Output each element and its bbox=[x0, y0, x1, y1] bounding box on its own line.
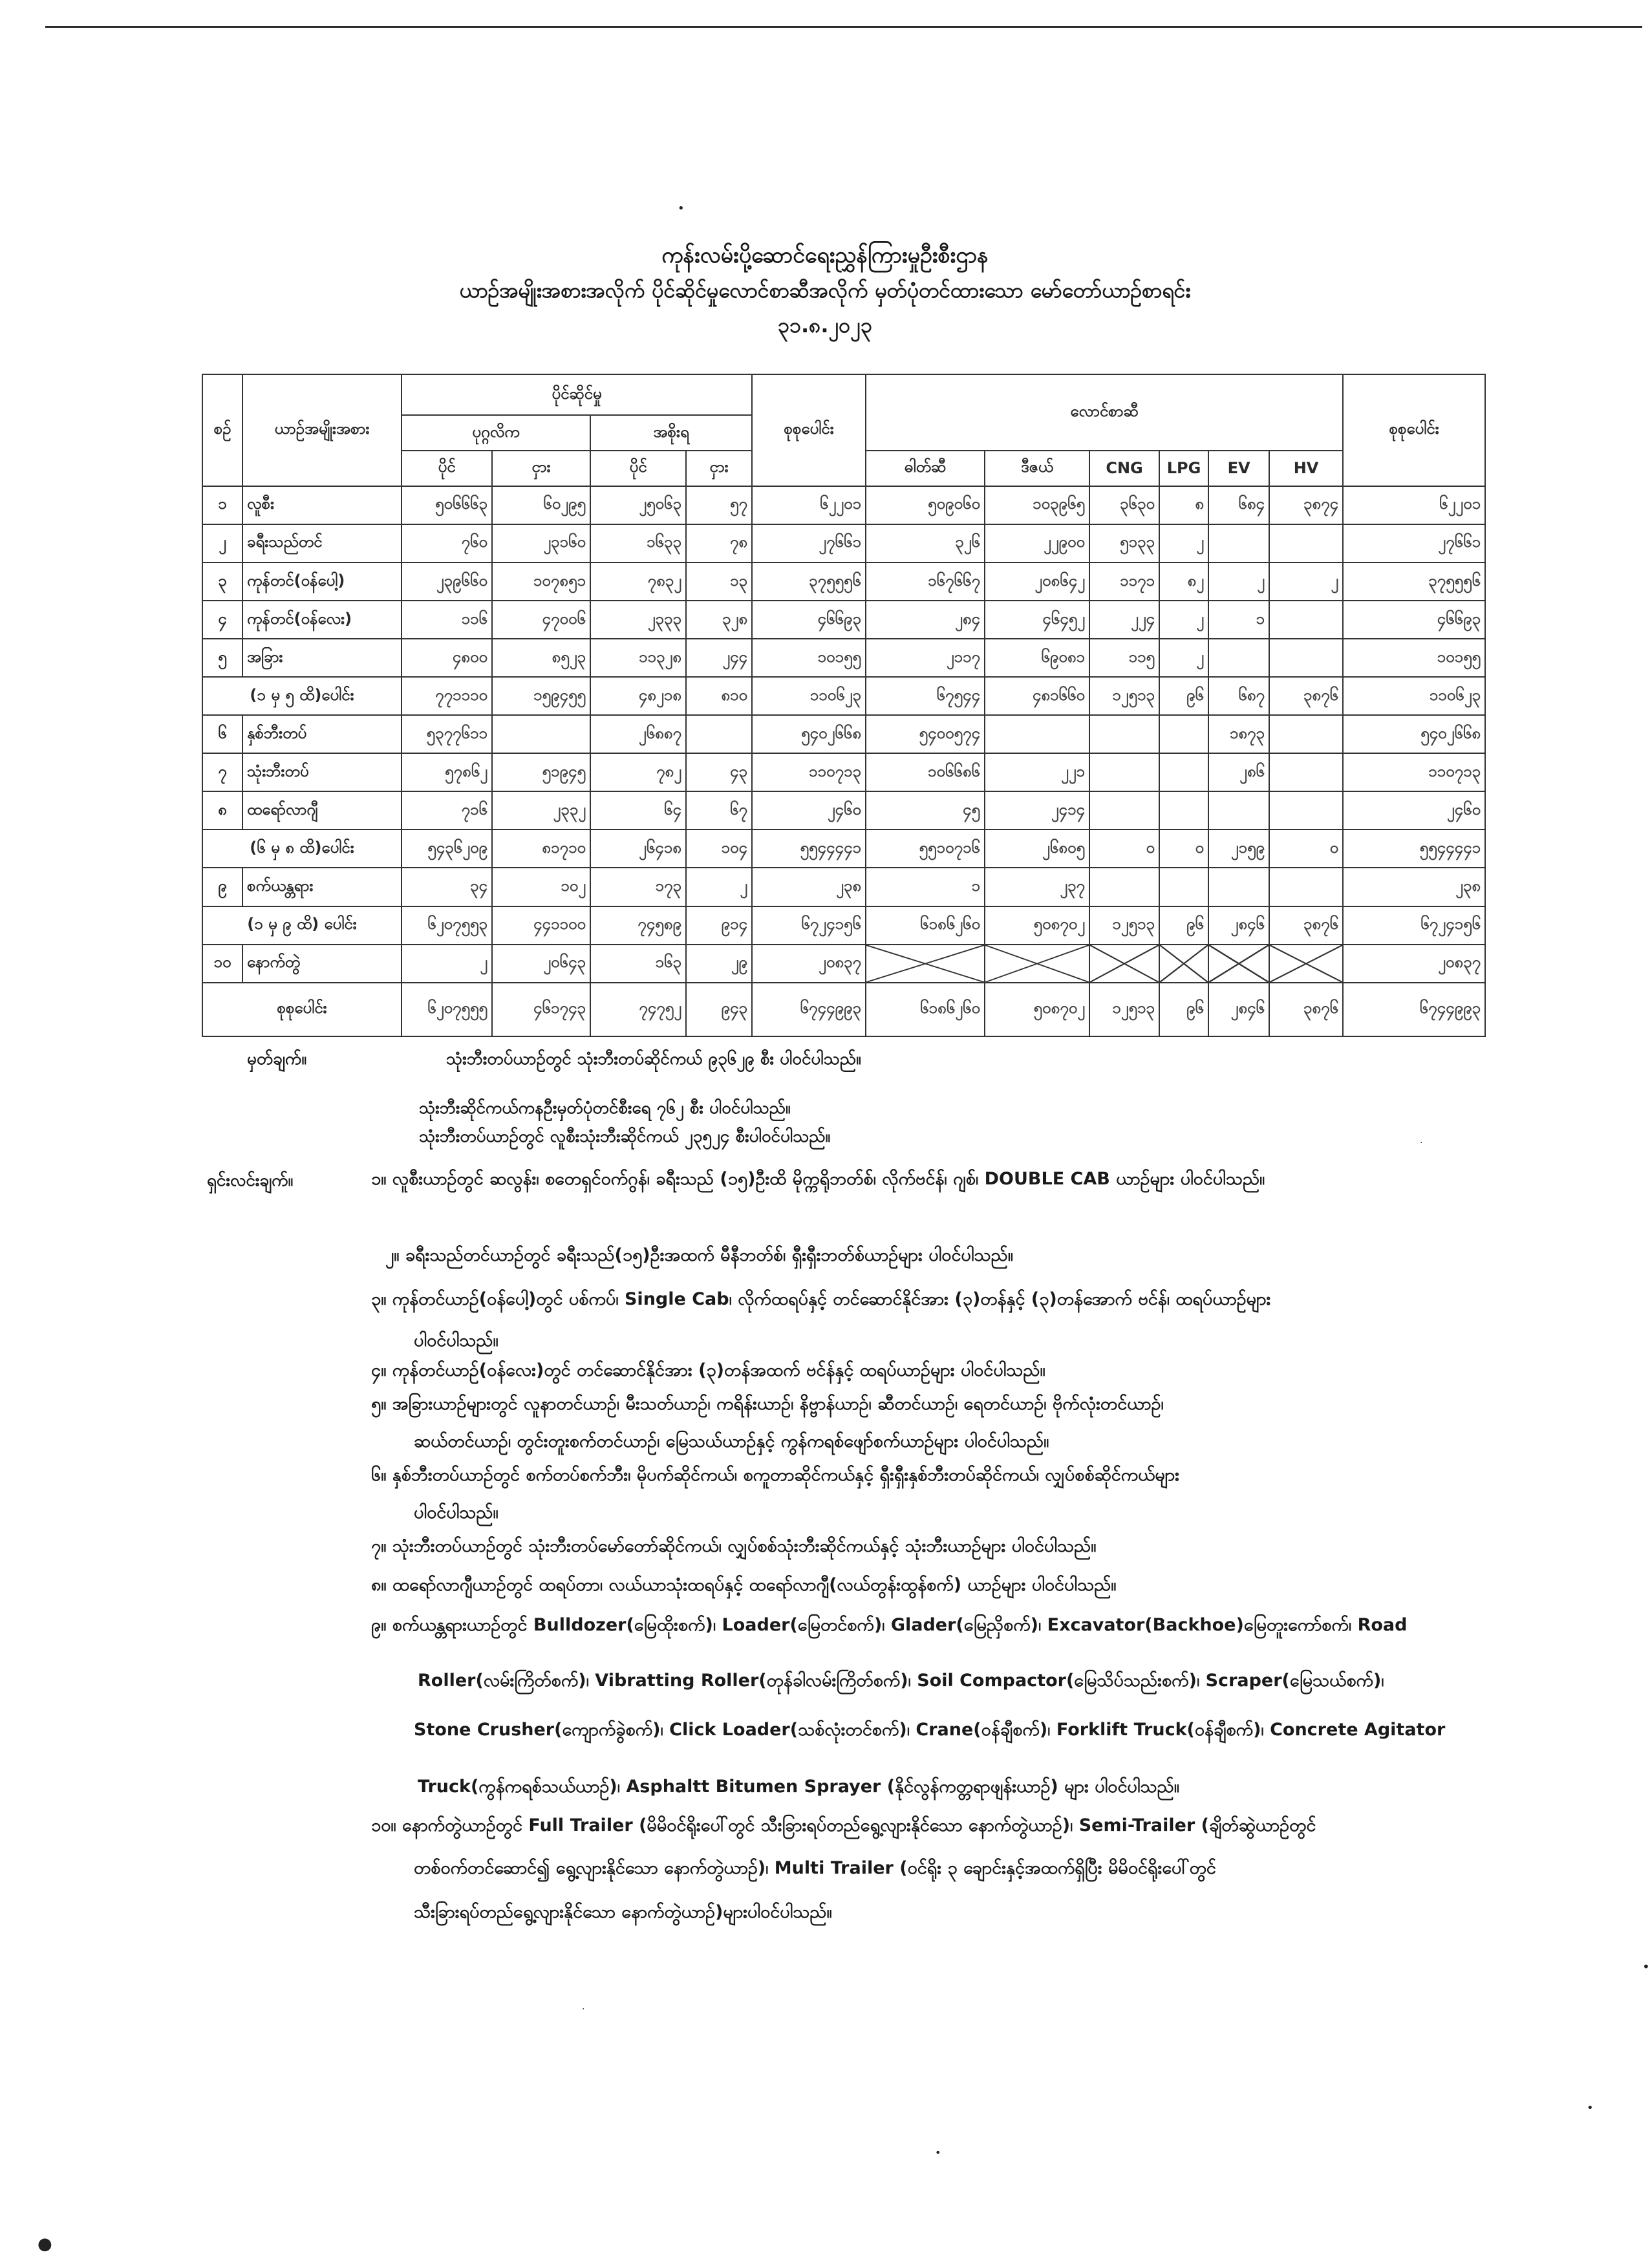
cell-value: ၆၂၂၀၁ bbox=[1343, 486, 1485, 524]
cell-value: ၀ bbox=[1089, 829, 1159, 868]
cell-vehicle-type: နောက်တွဲ bbox=[242, 945, 402, 983]
cell-serial: ၆ bbox=[202, 715, 242, 753]
cell-value: ၂၄၆၀ bbox=[752, 791, 866, 829]
explanation-line: ၇။ သုံးဘီးတပ်ယာဉ်တွင် သုံးဘီးတပ်မော်တော်ဆိုင်ကယ်၊ လျှပ်စစ်သုံးဘီးဆိုင်ကယ်နှင့် သုံးဘီးယာဉ်များ ပါဝင်ပါသည်။ bbox=[371, 1536, 1097, 1556]
cell-value: ၆၈၄ bbox=[1208, 486, 1269, 524]
report-subtitle: ယာဉ်အမျိုးအစားအလိုက် ပိုင်ဆိုင်မှုလောင်စာဆီအလိုက် မှတ်ပုံတင်ထားသော မော်တော်ယာဉ်စာရင်း bbox=[459, 278, 1191, 303]
table-row bbox=[202, 715, 1485, 753]
scan-speck: ● bbox=[38, 2234, 52, 2254]
cell-value: ၁၂၅၁၃ bbox=[1089, 677, 1159, 715]
cell-vehicle-type: သုံးဘီးတပ် bbox=[242, 753, 402, 791]
cell-serial: ၉ bbox=[202, 868, 242, 906]
cell-value: ၂၇၆၆၁ bbox=[752, 524, 866, 562]
cell-value: ၂၆၄၁၈ bbox=[590, 829, 686, 868]
col-government: အစိုးရ bbox=[590, 415, 752, 451]
cell-value: ၉၆ bbox=[1159, 906, 1208, 945]
scan-speck: • bbox=[1587, 2101, 1594, 2115]
cell-value: ၉၆ bbox=[1159, 983, 1208, 1036]
table-row bbox=[202, 524, 1485, 562]
cell-value: ၂၅၀၆၃ bbox=[590, 486, 686, 524]
cell-value bbox=[1089, 753, 1159, 791]
cell-value: ၄၄၁၁၀၀ bbox=[492, 906, 590, 945]
cell-value: ၇၄၅၈၉ bbox=[590, 906, 686, 945]
cell-value: ၂ bbox=[1159, 639, 1208, 677]
cell-value bbox=[1269, 791, 1343, 829]
cell-value: ၁ bbox=[1208, 601, 1269, 639]
cell-vehicle-type: လူစီး bbox=[242, 486, 402, 524]
cell-value: ၀ bbox=[1159, 829, 1208, 868]
cell-value: ၁၅၉၄၅၅ bbox=[492, 677, 590, 715]
table-row bbox=[202, 753, 1485, 791]
cell-value: ၈၁၀ bbox=[686, 677, 752, 715]
explanation-line: ၁၀။ နောက်တွဲယာဉ်တွင် Full Trailer (မိမိဝင်ရိုးပေါ်တွင် သီးခြားရပ်တည်ရွေ့လျားနိုင်သော နောက်တွဲယာဉ်)၊ Semi-Trailer (ချိတ်ဆွဲယာဉ်တွင် bbox=[371, 1815, 1316, 1835]
cell-value: ၂၂၄ bbox=[1089, 601, 1159, 639]
cell-value bbox=[985, 715, 1089, 753]
cell-value: ၈၅၂၃ bbox=[492, 639, 590, 677]
col-serial: စဉ် bbox=[202, 374, 242, 486]
cell-value: ၁၂၅၁၃ bbox=[1089, 906, 1159, 945]
cell-value: ၇၇၁၁၁၀ bbox=[402, 677, 492, 715]
cell-value: ၃၈၇၆ bbox=[1269, 677, 1343, 715]
cell-value: ၁၁၇၁ bbox=[1089, 562, 1159, 601]
cell-value: ၂၆၈၈၇ bbox=[590, 715, 686, 753]
crossed-out-cell bbox=[1089, 945, 1159, 983]
cell-serial: ၅ bbox=[202, 639, 242, 677]
cell-value: ၈၁၇၁၀ bbox=[492, 829, 590, 868]
cell-value: ၁၀၇၈၅၁ bbox=[492, 562, 590, 601]
cell-value: ၆၉၀၈၁ bbox=[985, 639, 1089, 677]
table-row bbox=[202, 868, 1485, 906]
cell-value: ၂၃၇ bbox=[985, 868, 1089, 906]
cell-value: ၈၂ bbox=[1159, 562, 1208, 601]
explanation-line: ၁။ လူစီးယာဉ်တွင် ဆလွန်း၊ စတေရှင်ဝက်ဂွန်၊ ခရီးသည် (၁၅)ဦးထိ မိုက္ကရိုဘတ်စ်၊ လိုက်ဗင်န်၊ ဂျစ်၊ DOUBLE CAB ယာဉ်များ ပါဝင်ပါသည်။ bbox=[371, 1169, 1265, 1189]
explanation-line: ၂။ ခရီးသည်တင်ယာဉ်တွင် ခရီးသည်(၁၅)ဦးအထက် မီနီဘတ်စ်၊ ရှီးရှီးဘတ်စ်ယာဉ်များ ပါဝင်ပါသည်။ bbox=[385, 1245, 1013, 1265]
col-government-tax: ငှား bbox=[686, 451, 752, 486]
cell-value: ၅၀၈၇၀၂ bbox=[985, 906, 1089, 945]
cell-value: ၁၁၀၆၂၃ bbox=[752, 677, 866, 715]
cell-value: ၉၄၃ bbox=[686, 983, 752, 1036]
scan-speck: • bbox=[1642, 1959, 1650, 1974]
scan-edge-line bbox=[45, 26, 1642, 28]
cell-value: ၂၉ bbox=[686, 945, 752, 983]
cell-value: ၄၆၁၇၄၃ bbox=[492, 983, 590, 1036]
cell-value: ၂ bbox=[1159, 524, 1208, 562]
cell-value: ၅၅၁၀၇၁၆ bbox=[866, 829, 985, 868]
cell-vehicle-type: ကုန်တင်(ဝန်လေး) bbox=[242, 601, 402, 639]
report-date: ၃၁.၈.၂၀၂၃ bbox=[777, 313, 873, 337]
cell-value: ၃၇၅၅၅၆ bbox=[752, 562, 866, 601]
col-cng: CNG bbox=[1089, 451, 1159, 486]
cell-value: ၇၈ bbox=[686, 524, 752, 562]
explanation-line: ဆယ်တင်ယာဉ်၊ တွင်းတူးစက်တင်ယာဉ်၊ မြေသယ်ယာဉ်နှင့် ကွန်ကရစ်ဖျော်စက်ယာဉ်များ ပါဝင်ပါသည်။ bbox=[414, 1431, 1049, 1451]
cell-value: ၂၁၁၇ bbox=[866, 639, 985, 677]
cell-value: ၃၂၈ bbox=[686, 601, 752, 639]
cell-value: ၁၆၃ bbox=[590, 945, 686, 983]
cell-value: ၂၄၄ bbox=[686, 639, 752, 677]
cell-serial: ၃ bbox=[202, 562, 242, 601]
col-individual: ပုဂ္ဂလိက bbox=[402, 415, 590, 451]
cell-value: ၅၅၄၄၄၄၁ bbox=[752, 829, 866, 868]
col-individual-private: ပိုင် bbox=[402, 451, 492, 486]
cell-value: ၂၀၈၃၇ bbox=[1343, 945, 1485, 983]
cell-value: ၆၄ bbox=[590, 791, 686, 829]
cell-value: ၂၆၈၀၅ bbox=[985, 829, 1089, 868]
cell-value: ၆၇၅၄၄ bbox=[866, 677, 985, 715]
cell-value: ၇၈၃၂ bbox=[590, 562, 686, 601]
cell-value: ၁၆၇၆၆၇ bbox=[866, 562, 985, 601]
table-row bbox=[202, 601, 1485, 639]
cell-value: ၆၇ bbox=[686, 791, 752, 829]
cell-value: ၂၂၁ bbox=[985, 753, 1089, 791]
cell-vehicle-type: ထရော်လာဂျီ bbox=[242, 791, 402, 829]
cell-value: ၂ bbox=[1269, 562, 1343, 601]
crossed-out-cell bbox=[1159, 945, 1208, 983]
cell-value bbox=[1159, 753, 1208, 791]
cell-value: ၆၇၄၄၉၉၃ bbox=[752, 983, 866, 1036]
cell-value: ၆၁၈၆၂၆၀ bbox=[866, 983, 985, 1036]
crossed-out-cell bbox=[985, 945, 1089, 983]
cell-value: ၂၃၃၃ bbox=[590, 601, 686, 639]
cell-subtotal-label: (၆ မှ ၈ ထိ)ပေါင်း bbox=[202, 829, 402, 868]
document-header bbox=[0, 238, 1650, 343]
cell-value: ၂၄၆၀ bbox=[1343, 791, 1485, 829]
cell-value: ၇၆၀ bbox=[402, 524, 492, 562]
cell-value: ၅၇ bbox=[686, 486, 752, 524]
explanation-line: တစ်ဝက်တင်ဆောင်၍ ရွေ့လျားနိုင်သော နောက်တွဲယာဉ်)၊ Multi Trailer (ဝင်ရိုး ၃ ချောင်းနှင့်အထက်ရှိပြီး မိမိဝင်ရိုးပေါ်တွင် bbox=[414, 1858, 1216, 1878]
cell-value bbox=[1269, 524, 1343, 562]
cell-value: ၁၀၆၆၈၆ bbox=[866, 753, 985, 791]
cell-value bbox=[1208, 524, 1269, 562]
cell-value: ၂ bbox=[1159, 601, 1208, 639]
cell-value: ၁၀၁၅၅ bbox=[752, 639, 866, 677]
cell-value bbox=[1208, 868, 1269, 906]
cell-value: ၁၀၃၉၆၅ bbox=[985, 486, 1089, 524]
table-header-row bbox=[202, 374, 1485, 415]
cell-grand-total-label: စုစုပေါင်း bbox=[202, 983, 402, 1036]
cell-subtotal-label: (၁ မှ ၉ ထိ) ပေါင်း bbox=[202, 906, 402, 945]
cell-value: ၅၁၉၄၅ bbox=[492, 753, 590, 791]
col-government-private: ပိုင် bbox=[590, 451, 686, 486]
explanation-line: ပါဝင်ပါသည်။ bbox=[414, 1503, 498, 1523]
cell-value: ၆၈၇ bbox=[1208, 677, 1269, 715]
table-row bbox=[202, 486, 1485, 524]
cell-value bbox=[492, 715, 590, 753]
cell-value bbox=[1208, 639, 1269, 677]
cell-value: ၁၀၄ bbox=[686, 829, 752, 868]
table-row bbox=[202, 829, 1485, 868]
cell-value: ၄၇၀၀၆ bbox=[492, 601, 590, 639]
cell-value: ၄၈၂၁၈ bbox=[590, 677, 686, 715]
cell-value: ၂၀၆၄၃ bbox=[492, 945, 590, 983]
cell-value: ၆၂၂၀၁ bbox=[752, 486, 866, 524]
cell-value bbox=[1269, 868, 1343, 906]
cell-value: ၅၁၃၃ bbox=[1089, 524, 1159, 562]
cell-value: ၂၈၄၆ bbox=[1208, 906, 1269, 945]
col-hv: HV bbox=[1269, 451, 1343, 486]
col-ownership: ပိုင်ဆိုင်မှု bbox=[402, 374, 752, 415]
table-body bbox=[202, 486, 1485, 945]
cell-value bbox=[1159, 868, 1208, 906]
cell-value: ၁၁၃၂၈ bbox=[590, 639, 686, 677]
table-row-trailer bbox=[202, 945, 1485, 983]
cell-serial: ၈ bbox=[202, 791, 242, 829]
note-line: သုံးဘီးတပ်ယာဉ်တွင် လူစီးသုံးဘီးဆိုင်ကယ် ၂၃၅၂၄ စီးပါဝင်ပါသည်။ bbox=[419, 1127, 831, 1146]
scan-speck: • bbox=[935, 2146, 941, 2159]
table-row bbox=[202, 677, 1485, 715]
cell-serial: ၁၀ bbox=[202, 945, 242, 983]
cell-value bbox=[1269, 639, 1343, 677]
cell-value bbox=[1269, 715, 1343, 753]
cell-value: ၃၈၇၆ bbox=[1269, 983, 1343, 1036]
cell-value: ၄၈၀၀ bbox=[402, 639, 492, 677]
cell-value: ၅၃၇၇၆၁၁ bbox=[402, 715, 492, 753]
explanation-line: ၃။ ကုန်တင်ယာဉ်(ဝန်ပေါ့)တွင် ပစ်ကပ်၊ Single Cab၊ လိုက်ထရပ်နှင့် တင်ဆောင်နိုင်အား (၃)တန်နှင့် (၃)တန်အောက် ဗင်န်၊ ထရပ်ယာဉ်များ bbox=[371, 1289, 1271, 1309]
cell-value: ၁၈၇၃ bbox=[1208, 715, 1269, 753]
scan-speck: · bbox=[1420, 1138, 1423, 1148]
col-individual-tax: ငှား bbox=[492, 451, 590, 486]
cell-value: ၃၈၇၄ bbox=[1269, 486, 1343, 524]
cell-value: ၁၁၀၇၁၃ bbox=[1343, 753, 1485, 791]
cell-value: ၅၅၄၄၄၄၁ bbox=[1343, 829, 1485, 868]
cell-value: ၇၈၂ bbox=[590, 753, 686, 791]
col-fuel: လောင်စာဆီ bbox=[866, 374, 1343, 451]
cell-vehicle-type: စက်ယန္တရား bbox=[242, 868, 402, 906]
cell-value: ၂ bbox=[402, 945, 492, 983]
cell-value: ၂ bbox=[1208, 562, 1269, 601]
explanation-line: ၉။ စက်ယန္တရားယာဉ်တွင် Bulldozer(မြေထိုးစက်)၊ Loader(မြေတင်စက်)၊ Glader(မြေညှိစက်)၊ Excavator(Backhoe)မြေတူးကော်စက်၊ Road bbox=[371, 1615, 1408, 1635]
cell-value: ၆၇၂၄၁၅၆ bbox=[752, 906, 866, 945]
cell-value: ၅၄၀၀၅၇၄ bbox=[866, 715, 985, 753]
col-petrol: ဓါတ်ဆီ bbox=[866, 451, 985, 486]
cell-value: ၂၈၄ bbox=[866, 601, 985, 639]
cell-vehicle-type: အခြား bbox=[242, 639, 402, 677]
cell-value: ၂ bbox=[686, 868, 752, 906]
cell-value: ၃၇၅၅၅၆ bbox=[1343, 562, 1485, 601]
cell-value: ၄၆၆၉၃ bbox=[1343, 601, 1485, 639]
cell-value bbox=[686, 715, 752, 753]
cell-value: ၄၆၆၉၃ bbox=[752, 601, 866, 639]
cell-value: ၄၃ bbox=[686, 753, 752, 791]
col-ev: EV bbox=[1208, 451, 1269, 486]
cell-value: ၆၇၄၄၉၉၃ bbox=[1343, 983, 1485, 1036]
cell-value: ၅၀၉၀၆၀ bbox=[866, 486, 985, 524]
cell-value bbox=[1089, 868, 1159, 906]
cell-value: ၆၂၀၇၅၅၅ bbox=[402, 983, 492, 1036]
department-title: ကုန်းလမ်းပို့ဆောင်ရေးညွှန်ကြားမှုဦးစီးဌာန bbox=[661, 242, 989, 268]
cell-value: ၈ bbox=[1159, 486, 1208, 524]
explanation-line: ၈။ ထရော်လာဂျီယာဉ်တွင် ထရပ်တာ၊ လယ်ယာသုံးထရပ်နှင့် ထရော်လာဂျီ(လယ်တွန်းထွန်စက်) ယာဉ်များ ပါဝင်ပါသည်။ bbox=[371, 1575, 1117, 1595]
cell-value: ၃၂၆ bbox=[866, 524, 985, 562]
cell-vehicle-type: ကုန်တင်(ဝန်ပေါ့) bbox=[242, 562, 402, 601]
explanation-line: Truck(ကွန်ကရစ်သယ်ယာဉ်)၊ Asphaltt Bitumen Sprayer (နိုင်လွန်ကတ္တရာဖျန်းယာဉ်) များ ပါဝင်ပါသည်။ bbox=[418, 1777, 1179, 1797]
cell-serial: ၄ bbox=[202, 601, 242, 639]
explanation-line: Roller(လမ်းကြိတ်စက်)၊ Vibratting Roller(တုန်ခါလမ်းကြိတ်စက်)၊ Soil Compactor(မြေသိပ်သည်းစက်)၊ Scraper(မြေသယ်စက်)၊ bbox=[418, 1671, 1384, 1691]
table-row bbox=[202, 562, 1485, 601]
col-total: စုစုပေါင်း bbox=[752, 374, 866, 486]
crossed-out-cell bbox=[1269, 945, 1343, 983]
cell-value: ၂၃၁၆၀ bbox=[492, 524, 590, 562]
cell-value: ၆၇၂၄၁၅၆ bbox=[1343, 906, 1485, 945]
explanations-label: ရှင်းလင်းချက်။ bbox=[207, 1171, 294, 1190]
table-row bbox=[202, 639, 1485, 677]
cell-value bbox=[1208, 791, 1269, 829]
cell-serial: ၁ bbox=[202, 486, 242, 524]
cell-value: ၁၃ bbox=[686, 562, 752, 601]
cell-value: ၆၂၀၇၅၅၃ bbox=[402, 906, 492, 945]
cell-value bbox=[1269, 753, 1343, 791]
table-row bbox=[202, 791, 1485, 829]
col-grand-total: စုစုပေါင်း bbox=[1343, 374, 1485, 486]
cell-value: ၂၁၅၉ bbox=[1208, 829, 1269, 868]
explanation-line: ၆။ နှစ်ဘီးတပ်ယာဉ်တွင် စက်တပ်စက်ဘီး၊ မိုပက်ဆိုင်ကယ်၊ စကူတာဆိုင်ကယ်နှင့် ရှီးရှီးနှစ်ဘီးတပ်ဆိုင်ကယ်၊ လျှပ်စစ်ဆိုင်ကယ်များ bbox=[371, 1465, 1180, 1485]
cell-value bbox=[1159, 791, 1208, 829]
cell-value: ၅၀၈၇၀၂ bbox=[985, 983, 1089, 1036]
cell-value: ၅၄၀၂၆၆၈ bbox=[752, 715, 866, 753]
cell-value: ၄၆၄၅၂ bbox=[985, 601, 1089, 639]
cell-vehicle-type: နှစ်ဘီးတပ် bbox=[242, 715, 402, 753]
cell-value: ၉၆ bbox=[1159, 677, 1208, 715]
cell-value: ၂၃၈ bbox=[1343, 868, 1485, 906]
col-lpg: LPG bbox=[1159, 451, 1208, 486]
cell-value: ၁၁၆ bbox=[402, 601, 492, 639]
note-line: သုံးဘီးတပ်ယာဉ်တွင် သုံးဘီးတပ်ဆိုင်ကယ် ၉၃၆၂၉ စီး ပါဝင်ပါသည်။ bbox=[446, 1049, 861, 1069]
explanation-line: ပါဝင်ပါသည်။ bbox=[414, 1331, 498, 1351]
cell-value: ၂၃၈ bbox=[752, 868, 866, 906]
cell-value: ၁၀၁၅၅ bbox=[1343, 639, 1485, 677]
cell-value: ၇၁၆ bbox=[402, 791, 492, 829]
cell-subtotal-label: (၁ မှ ၅ ထိ)ပေါင်း bbox=[202, 677, 402, 715]
cell-value: ၁၁၀၆၂၃ bbox=[1343, 677, 1485, 715]
cell-value bbox=[1089, 791, 1159, 829]
cell-value: ၆၀၂၉၅ bbox=[492, 486, 590, 524]
cell-value: ၄၈၁၆၆၀ bbox=[985, 677, 1089, 715]
explanation-line: Stone Crusher(ကျောက်ခွဲစက်)၊ Click Loader(သစ်လုံးတင်စက်)၊ Crane(ဝန်ချီစက်)၊ Forklift Truck(ဝန်ချီစက်)၊ Concrete Agitator bbox=[414, 1720, 1446, 1740]
scan-speck: · bbox=[582, 2004, 585, 2015]
cell-value: ၂၀၈၃၇ bbox=[752, 945, 866, 983]
col-diesel: ဒီဇယ် bbox=[985, 451, 1089, 486]
scan-speck: • bbox=[678, 202, 685, 215]
cell-value: ၁၂၅၁၃ bbox=[1089, 983, 1159, 1036]
cell-value: ၃၆၃၀ bbox=[1089, 486, 1159, 524]
cell-value: ၁၁၀၇၁၃ bbox=[752, 753, 866, 791]
note-line: သုံးဘီးဆိုင်ကယ်ကနဦးမှတ်ပုံတင်စီးရေ ၇၆၂ စီး ပါဝင်ပါသည်။ bbox=[419, 1098, 791, 1118]
table-row-grand-total bbox=[202, 983, 1485, 1036]
cell-serial: ၇ bbox=[202, 753, 242, 791]
explanation-line: သီးခြားရပ်တည်ရွေ့လျားနိုင်သော နောက်တွဲယာဉ်)များပါဝင်ပါသည်။ bbox=[414, 1902, 832, 1922]
cell-value bbox=[1159, 715, 1208, 753]
cell-value: ၅၄၃၆၂၀၉ bbox=[402, 829, 492, 868]
cell-vehicle-type: ခရီးသည်တင် bbox=[242, 524, 402, 562]
cell-value: ၂၄၁၄ bbox=[985, 791, 1089, 829]
explanation-line: ၄။ ကုန်တင်ယာဉ်(ဝန်လေး)တွင် တင်ဆောင်နိုင်အား (၃)တန်အထက် ဗင်န်နှင့် ထရပ်ယာဉ်များ ပါဝင်ပါသည်။ bbox=[371, 1360, 1045, 1380]
cell-value: ၅၇၈၆၂ bbox=[402, 753, 492, 791]
cell-value: ၉၁၄ bbox=[686, 906, 752, 945]
cell-value: ၁၁၅ bbox=[1089, 639, 1159, 677]
table-row bbox=[202, 906, 1485, 945]
cell-value: ၆၁၈၆၂၆၀ bbox=[866, 906, 985, 945]
cell-value: ၃၈၇၆ bbox=[1269, 906, 1343, 945]
vehicle-registration-table bbox=[202, 374, 1486, 1037]
cell-value: ၁၀၂ bbox=[492, 868, 590, 906]
cell-value: ၂၈၆ bbox=[1208, 753, 1269, 791]
cell-value: ၂၈၄၆ bbox=[1208, 983, 1269, 1036]
crossed-out-cell bbox=[1208, 945, 1269, 983]
notes-label: မှတ်ချက်။ bbox=[247, 1049, 307, 1069]
cell-value: ၀ bbox=[1269, 829, 1343, 868]
cell-value bbox=[1089, 715, 1159, 753]
explanation-line: ၅။ အခြားယာဉ်များတွင် လူနာတင်ယာဉ်၊ မီးသတ်ယာဉ်၊ ကရိန်းယာဉ်၊ နိဗ္ဗာန်ယာဉ်၊ ဆီတင်ယာဉ်၊ ရေတင်ယာဉ်၊ ဗိုက်လုံးတင်ယာဉ်၊ bbox=[371, 1394, 1164, 1414]
cell-value: ၂၃၃၂ bbox=[492, 791, 590, 829]
cell-value: ၂၂၉၀၀ bbox=[985, 524, 1089, 562]
cell-value: ၂၀၈၆၄၂ bbox=[985, 562, 1089, 601]
cell-serial: ၂ bbox=[202, 524, 242, 562]
cell-value: ၃၄ bbox=[402, 868, 492, 906]
col-vehicle-type: ယာဉ်အမျိုးအစား bbox=[242, 374, 402, 486]
cell-value: ၂၇၆၆၁ bbox=[1343, 524, 1485, 562]
cell-value: ၂၃၉၆၆၀ bbox=[402, 562, 492, 601]
cell-value: ၅၀၆၆၆၃ bbox=[402, 486, 492, 524]
cell-value: ၄၅ bbox=[866, 791, 985, 829]
cell-value: ၁၆၃၃ bbox=[590, 524, 686, 562]
cell-value: ၁ bbox=[866, 868, 985, 906]
cell-value: ၇၄၇၅၂ bbox=[590, 983, 686, 1036]
cell-value: ၁၇၃ bbox=[590, 868, 686, 906]
cell-value bbox=[1269, 601, 1343, 639]
cell-value: ၅၄၀၂၆၆၈ bbox=[1343, 715, 1485, 753]
crossed-out-cell bbox=[866, 945, 985, 983]
